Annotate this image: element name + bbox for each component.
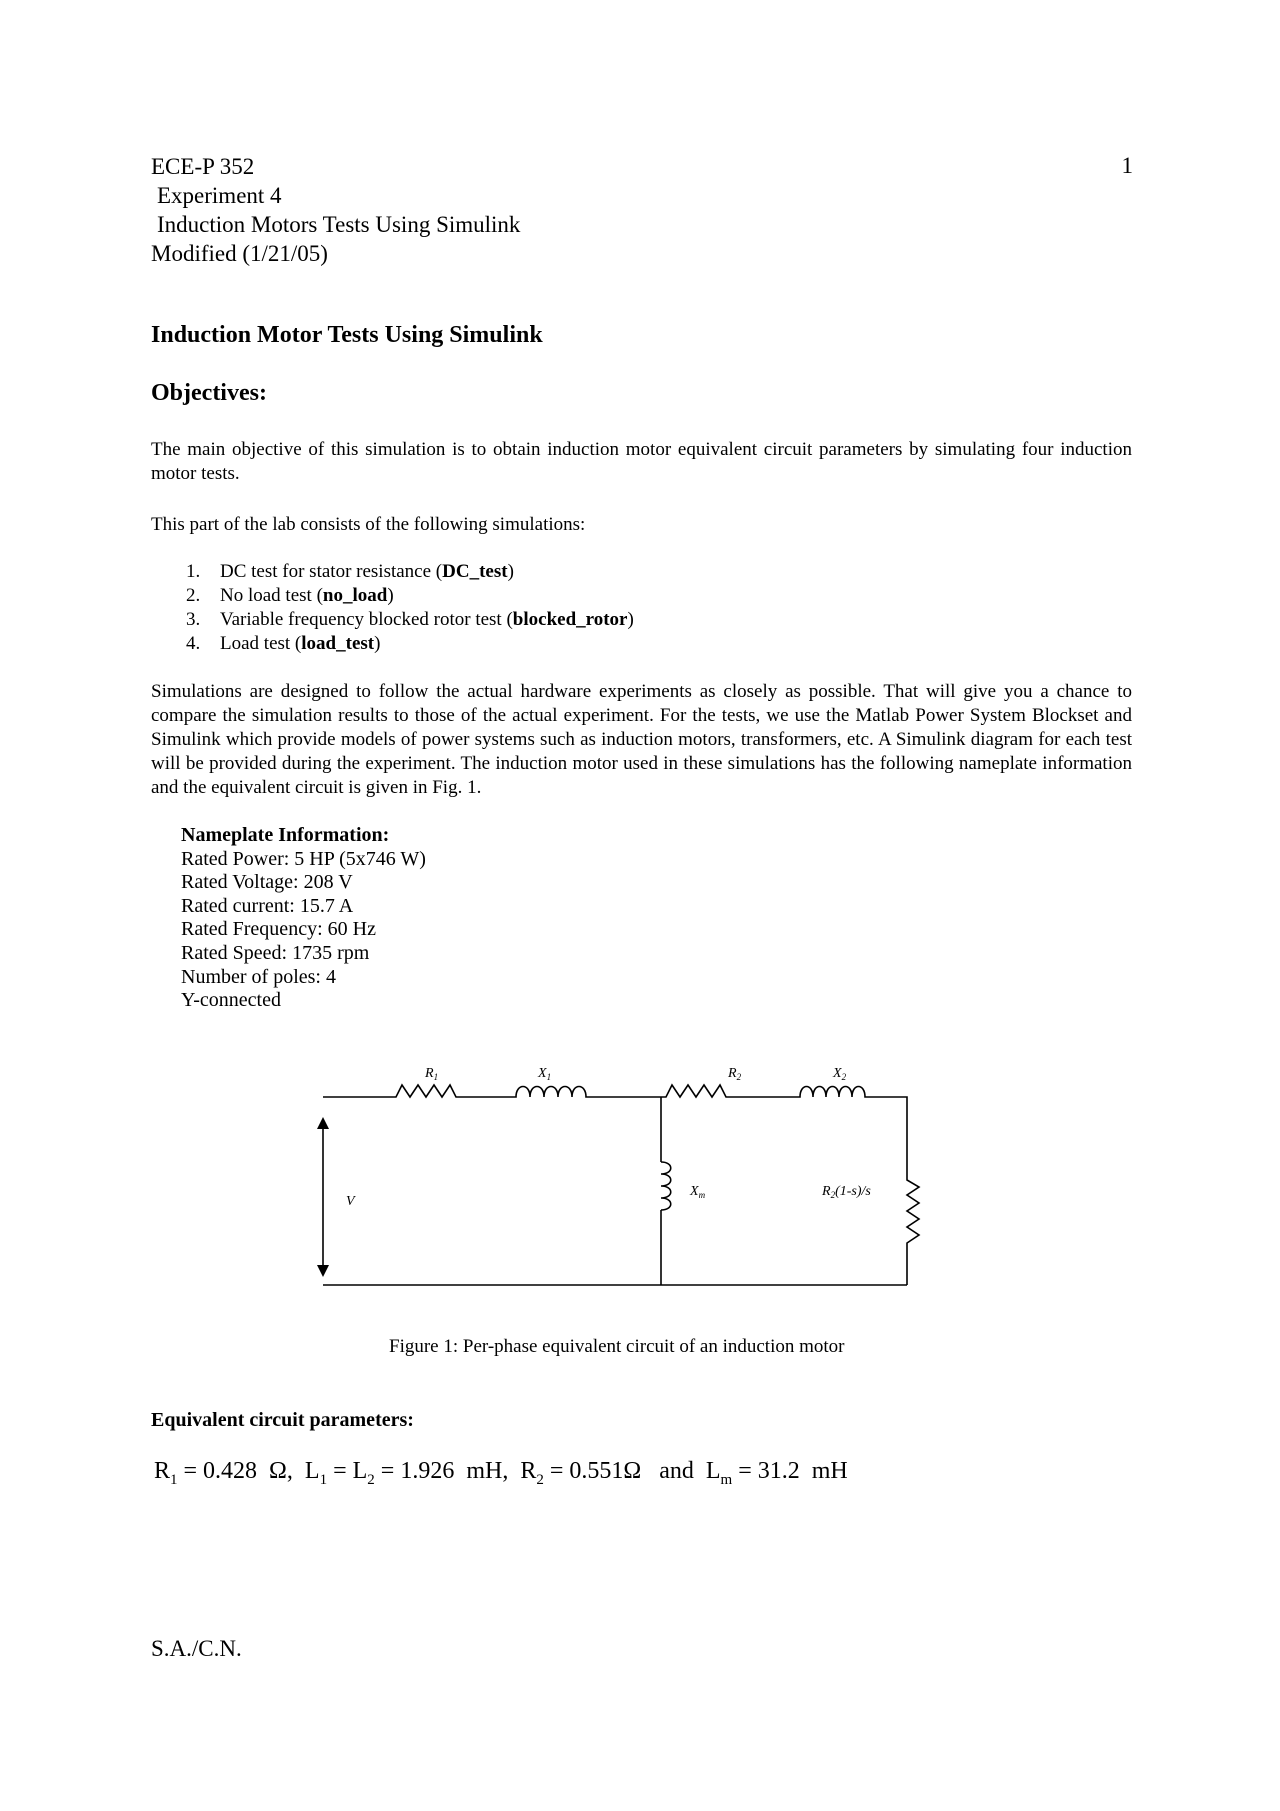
r2-label: $R_2$ (728, 1066, 742, 1082)
xm-label: $X_m$ (690, 1184, 706, 1200)
voltage-arrow-down-icon (317, 1265, 329, 1277)
list-item: 1. DC test for stator resistance (DC_test) (186, 561, 514, 582)
nameplate-item: Rated Frequency: 60 Hz (181, 918, 376, 941)
x1-label: $X_1$ (538, 1066, 552, 1082)
simulation-list (186, 560, 634, 656)
x1-inductor-symbol (510, 1087, 590, 1098)
experiment-number: Experiment 4 (157, 183, 282, 208)
nameplate-item: Rated Speed: 1735 rpm (181, 941, 370, 964)
nameplate-item: Y-connected (181, 989, 281, 1012)
equivalent-circuit-diagram (300, 1045, 940, 1305)
nameplate-title: Nameplate Information: (181, 824, 390, 846)
nameplate-item: Rated Voltage: 208 V (181, 871, 353, 894)
equivalent-parameters-heading: Equivalent circuit parameters: (151, 1409, 414, 1431)
load-label: $R_2(1-s)/s$ (822, 1184, 871, 1200)
voltage-arrow-up-icon (317, 1117, 329, 1129)
footer-initials: S.A./C.N. (151, 1636, 242, 1661)
r2-resistor-symbol (662, 1085, 796, 1097)
description-paragraph: Simulations are designed to follow the actual hardware experiments as closely as possible. That will give you a chance to compare the simulation results to those of the actual experiment. For the tests, we use the Matlab Power System Blockset and Simulink which provide models of power systems such as induction motors, transformers, etc. A Simulink diagram for each test will be provided during the experiment. The induction motor used in these simulations has the following nameplate information and the equivalent circuit is given in Fig. 1. (151, 681, 1132, 798)
simulations-intro: This part of the lab consists of the following simulations: (151, 514, 586, 535)
objectives-paragraph: The main objective of this simulation is to obtain induction motor equivalent circuit parameters by simulating four induction motor tests. (151, 439, 1132, 484)
document-title: Induction Motor Tests Using Simulink (151, 322, 543, 348)
x2-inductor-symbol (796, 1087, 870, 1098)
list-item: 4. Load test (load_test) (186, 633, 381, 654)
r1-label: $R_1$ (425, 1066, 439, 1082)
nameplate-item: Rated Power: 5 HP (5x746 W) (181, 847, 426, 870)
page-number: 1 (1121, 153, 1133, 178)
objectives-heading: Objectives: (151, 380, 267, 406)
nameplate-info (181, 824, 426, 1013)
document-header (151, 152, 520, 268)
figure-caption: Figure 1: Per-phase equivalent circuit of an induction motor (389, 1336, 845, 1357)
course-code: ECE-P 352 (151, 154, 255, 179)
header-subtitle: Induction Motors Tests Using Simulink (157, 212, 521, 237)
x2-label: $X_2$ (833, 1066, 847, 1082)
list-item: 2. No load test (no_load) (186, 585, 394, 606)
nameplate-item: Number of poles: 4 (181, 965, 336, 988)
voltage-label: V (346, 1194, 355, 1209)
modified-date: Modified (1/21/05) (151, 241, 328, 266)
load-resistor-symbol (907, 1175, 919, 1285)
equivalent-parameters-equation: $R_1 = 0.428$ Ω, $L_1 = L_2 = 1.926$ mH, $R_2 = 0.551\Omega$ and $L_m = 31.2$ mH (154, 1458, 848, 1488)
xm-inductor-symbol (661, 1162, 671, 1210)
list-item: 3. Variable frequency blocked rotor test (blocked_rotor) (186, 609, 634, 630)
nameplate-item: Rated current: 15.7 A (181, 894, 354, 917)
r1-resistor-symbol (392, 1085, 510, 1097)
